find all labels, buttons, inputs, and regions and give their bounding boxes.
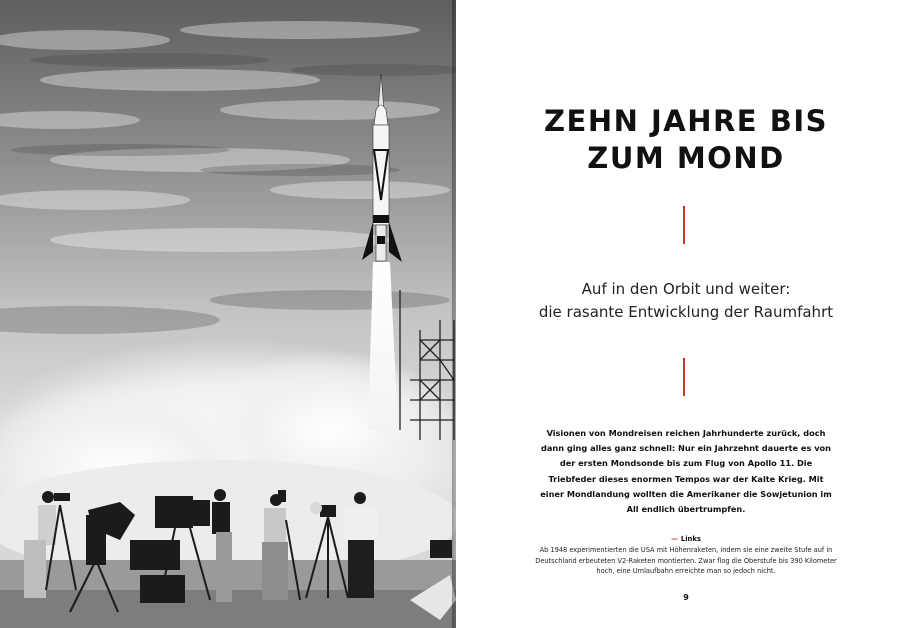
page-number: 9	[683, 593, 689, 602]
accent-rule-top	[683, 206, 685, 244]
subtitle-line-1: Auf in den Orbit und weiter:	[581, 280, 791, 298]
title-line-1: ZEHN JAHRE BIS	[544, 104, 828, 138]
accent-rule-bottom	[683, 358, 685, 396]
rocket-launch-photo	[0, 0, 456, 628]
subtitle-line-2: die rasante Entwicklung der Raumfahrt	[538, 303, 834, 321]
photo-caption: Ab 1948 experimentierten die USA mit Höhenraketen, indem sie eine zweite Stufe auf in Deutschland erbeuteten V2-Raketen montierten. Zwar flog die Oberstufe bis 390 Kilometer hoch, eine Umlaufbahn erreichte man so jedoch nicht.	[535, 546, 837, 576]
caption-dash: —	[671, 535, 678, 543]
subtitle	[456, 278, 916, 324]
text-page	[456, 0, 916, 628]
intro-paragraph: Visionen von Mondreisen reichen Jahrhunderte zurück, doch dann ging alles ganz schnell: Nur ein Jahrzehnt dauerte es von der ersten Mondsonde bis zum Flug von Apollo 11. Die Triebfeder dieses enormen Tempos war der Kalte Krieg. Mit einer Mondlandung wollten die Amerikaner die Sowjetunion im All endlich übertrumpfen.	[540, 428, 832, 515]
page-title	[456, 103, 916, 177]
caption-label: Links	[680, 535, 701, 543]
caption-heading	[456, 535, 916, 543]
title-line-2: ZUM MOND	[587, 141, 785, 175]
